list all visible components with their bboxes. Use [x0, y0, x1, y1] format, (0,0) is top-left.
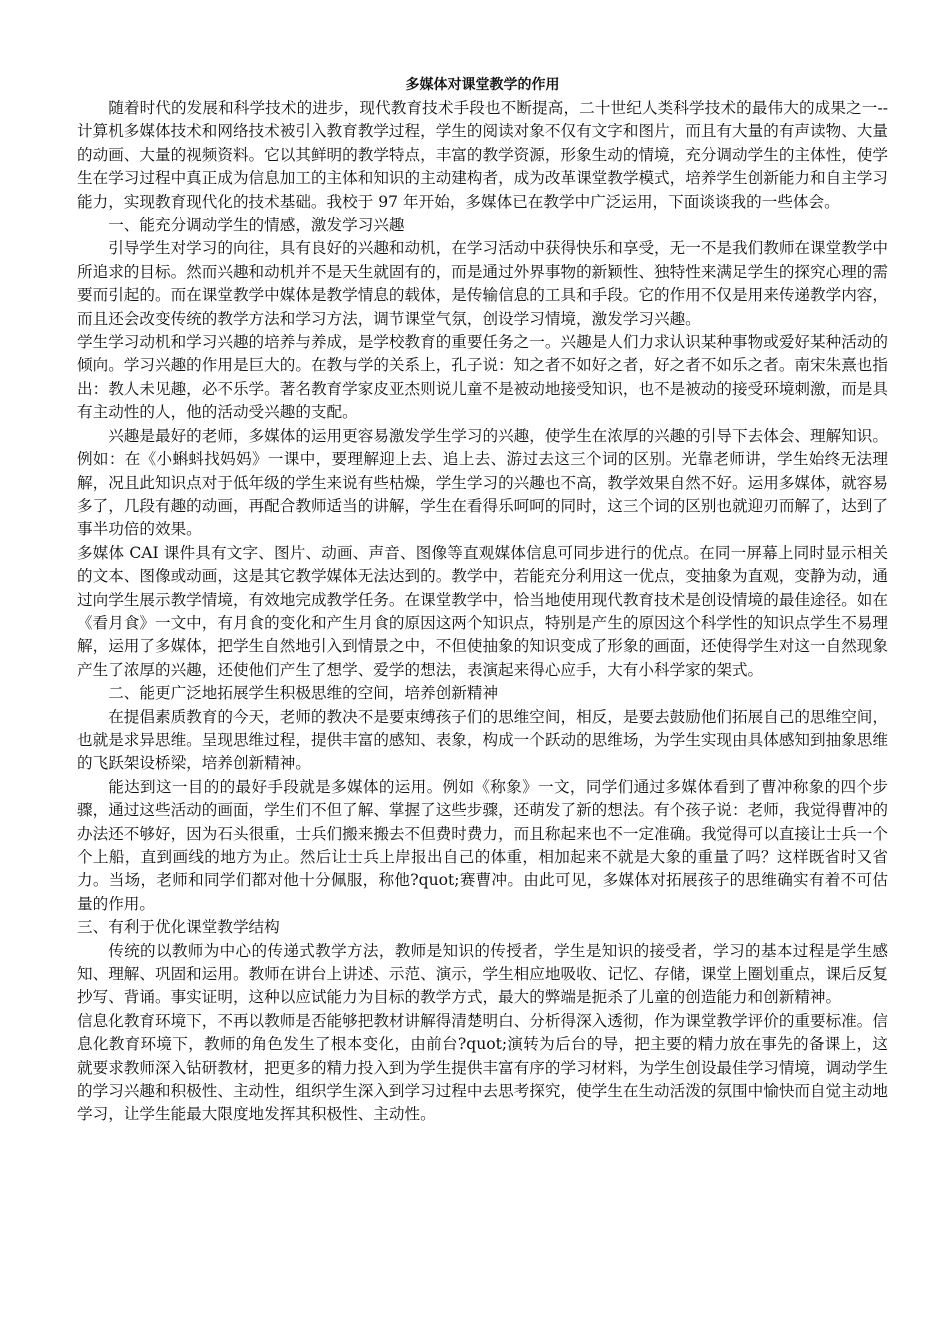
paragraph-3-1: 传统的以教师为中心的传递式教学方法，教师是知识的传授者，学生是知识的接受者，学习的基本过程是学生感知、理解、巩固和运用。教师在讲台上讲述、示范、演示，学生相应地吸收、记忆、存储，课堂上圈划重点，课后反复抄写、背诵。事实证明，这种以应试能力为目标的教学方式，最大的弊端是扼杀了儿童的创造能力和创新精神。 [77, 941, 888, 1007]
document-title: 多媒体对课堂教学的作用 [405, 77, 560, 93]
paragraph-1-4: 多媒体 CAI 课件具有文字、图片、动画、声音、图像等直观媒体信息可同步进行的优点。在同一屏幕上同时显示相关的文本、图像或动画，这是其它教学媒体无法达到的。教学中，若能充分利用这一优点，变抽象为直观，变静为动，通过向学生展示教学情境，有效地完成教学任务。在课堂教学中，恰当地使用现代教育技术是创设情境的最佳途径。如在《看月食》一文中，有月食的变化和产生月食的原因这两个知识点，特别是产生的原因这个科学性的知识点学生不易理解，运用了多媒体，把学生自然地引入到情景之中，不但使抽象的知识变成了形象的画面，还使得学生对这一自然现象产生了浓厚的兴趣，还使他们产生了想学、爱学的想法，表演起来得心应手，大有小科学家的架式。 [77, 543, 888, 679]
section-heading-3: 三、有利于优化课堂教学结构 [77, 918, 280, 937]
paragraph-1-2: 学生学习动机和学习兴趣的培养与养成，是学校教育的重要任务之一。兴趣是人们力求认识某种事物或爱好某种活动的倾向。学习兴趣的作用是巨大的。在教与学的关系上，孔子说：知之者不如好之者，好之者不如乐之者。南宋朱熹也指出：教人未见趣，必不乐学。著名教育学家皮亚杰则说儿童不是被动地接受知识，也不是被动的接受环境刺激，而是具有主动性的人，他的活动受兴趣的支配。 [77, 333, 888, 422]
section-heading-1: 一、能充分调动学生的情感，激发学习兴趣 [108, 216, 405, 235]
paragraph-2-1: 在提倡素质教育的今天，老师的教决不是要束缚孩子们的思维空间，相反，是要去鼓励他们拓展自己的思维空间，也就是求异思维。呈现思维过程，提供丰富的感知、表象，构成一个跃动的思维场，为学生实现由具体感知到抽象思维的飞跃架设桥梁，培养创新精神。 [77, 707, 888, 773]
paragraph-3-2: 信息化教育环境下，不再以教师是否能够把教材讲解得清楚明白、分析得深入透彻，作为课堂教学评价的重要标准。信息化教育环境下，教师的角色发生了根本变化，由前台?quot;演转为后台的导，把主要的精力放在事先的备课上，这就要求教师深入钻研教材，把更多的精力投入到为学生提供丰富有序的学习材料，为学生创设最佳学习情境，调动学生的学习兴趣和积极性、主动性，组织学生深入到学习过程中去思考探究，使学生在生动活泼的氛围中愉快而自觉主动地学习，让学生能最大限度地发挥其积极性、主动性。 [77, 1011, 888, 1124]
section-heading-2: 二、能更广泛地拓展学生积极思维的空间，培养创新精神 [108, 684, 499, 703]
paragraph-1-1: 引导学生对学习的向往，具有良好的兴趣和动机，在学习活动中获得快乐和享受，无一不是我们教师在课堂教学中所追求的目标。然而兴趣和动机并不是天生就固有的，而是通过外界事物的新颖性、独特性来满足学生的探究心理的需要而引起的。而在课堂教学中媒体是教学情息的载体，是传输信息的工具和手段。它的作用不仅是用来传递教学内容，而且还会改变传统的教学方法和学习方法，调节课堂气氛，创设学习情境，激发学习兴趣。 [77, 239, 888, 328]
paragraph-intro: 随着时代的发展和科学技术的进步，现代教育技术手段也不断提高，二十世纪人类科学技术的最伟大的成果之一--计算机多媒体技术和网络技术被引入教育教学过程，学生的阅读对象不仅有文字和图片，而且有大量的有声读物、大量的动画、大量的视频资料。它以其鲜明的教学特点，丰富的教学资源，形象生动的情境，充分调动学生的主体性，使学生在学习过程中真正成为信息加工的主体和知识的主动建构者，成为改革课堂教学模式，培养学生创新能力和自主学习能力，实现教育现代化的技术基础。我校于 97 年开始，多媒体已在教学中广泛运用，下面谈谈我的一些体会。 [77, 99, 888, 211]
paragraph-1-3: 兴趣是最好的老师，多媒体的运用更容易激发学生学习的兴趣，使学生在浓厚的兴趣的引导下去体会、理解知识。例如：在《小蝌蚪找妈妈》一课中，要理解迎上去、追上去、游过去这三个词的区别。光靠老师讲，学生始终无法理解，况且此知识点对于低年级的学生来说有些枯燥，学生学习的兴趣也不高，教学效果自然不好。运用多媒体，就容易多了，几段有趣的动画，再配合教师适当的讲解，学生在看得乐呵呵的同时，这三个词的区别也就迎刃而解了，达到了事半功倍的效果。 [77, 426, 888, 539]
paragraph-2-2: 能达到这一目的的最好手段就是多媒体的运用。例如《称象》一文，同学们通过多媒体看到了曹冲称象的四个步骤，通过这些活动的画面，学生们不但了解、掌握了这些步骤，还萌发了新的想法。有个孩子说：老师，我觉得曹冲的办法还不够好，因为石头很重，士兵们搬来搬去不但费时费力，而且称起来也不一定准确。我觉得可以直接让士兵一个个上船，直到画线的地方为止。然后让士兵上岸报出自己的体重，相加起来不就是大象的重量了吗？这样既省时又省力。当场，老师和同学们都对他十分佩服，称他?quot;赛曹冲。由此可见，多媒体对拓展孩子的思维确实有着不可估量的作用。 [77, 777, 888, 913]
